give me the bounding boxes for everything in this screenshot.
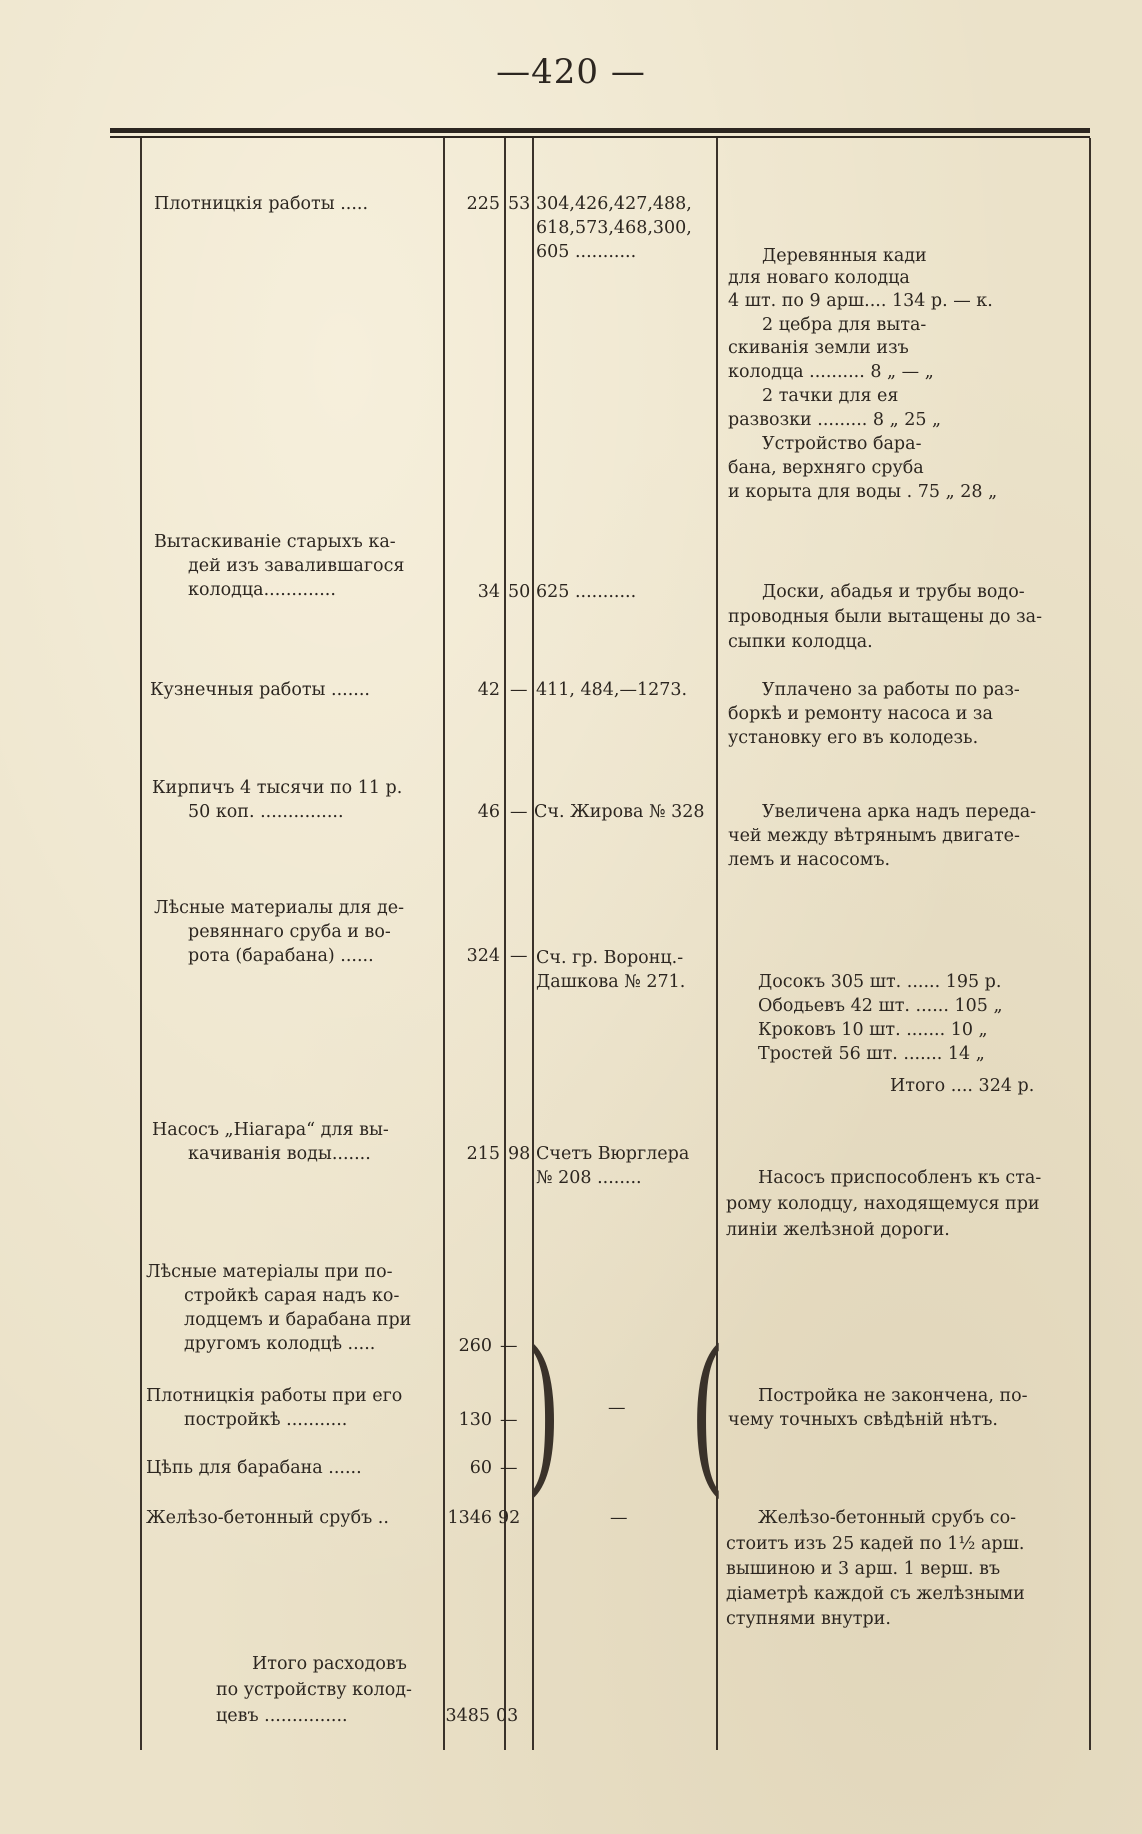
row-kopecks: — [500,1336,518,1356]
row-note: Деревянныя кади [762,246,927,266]
row-note: рому колодцу, находящемуся при [726,1194,1040,1214]
row-kopecks: — [510,802,528,822]
total-description: цевъ ............... [216,1706,348,1726]
row-rubles: 42 [477,680,500,700]
row-reference: — [608,1398,626,1418]
row-rubles: 130 [458,1410,492,1430]
row-note: Досокъ 305 шт. ...... 195 р. [758,972,1002,992]
row-note: 4 шт. по 9 арш.... 134 р. — к. [728,291,993,311]
row-description: другомъ колодцѣ ..... [184,1334,376,1354]
total-kopecks: 03 [496,1706,519,1726]
row-description: дей изъ завалившагося [188,556,405,576]
row-note: Кроковъ 10 шт. ....... 10 „ [758,1020,988,1040]
row-note: установку его въ колодезь. [728,728,979,748]
row-description: Насосъ „Ніагара“ для вы- [152,1120,389,1140]
row-note: линіи желѣзной дороги. [726,1220,950,1240]
row-kopecks: 92 [498,1508,521,1528]
row-reference: Сч. Жирова № 328 [534,802,705,822]
row-description: качиванія воды....... [188,1144,371,1164]
row-description: Кирпичъ 4 тысячи по 11 р. [152,778,403,798]
page-number: —420 — [496,52,646,92]
row-rubles: 225 [466,194,500,214]
column-divider-rub [443,138,445,1750]
row-description: Желѣзо-бетонный срубъ .. [146,1508,389,1528]
left-bracket: ) [526,1314,562,1515]
row-reference: Сч. гр. Воронц.- [536,948,684,968]
row-kopecks: — [500,1410,518,1430]
row-note: Устройство бара- [762,434,922,454]
row-description: рота (барабана) ...... [188,946,374,966]
row-note: Желѣзо-бетонный срубъ со- [758,1508,1017,1528]
row-note: Доски, абадья и трубы водо- [762,582,1025,602]
row-note-total: Итого .... 324 р. [890,1076,1035,1096]
row-kopecks: — [510,946,528,966]
row-reference: — [610,1508,628,1528]
row-description: постройкѣ ........... [184,1410,348,1430]
table-top-rule [110,128,1090,133]
row-note: Насосъ приспособленъ къ ста- [758,1168,1042,1188]
row-note: бана, верхняго сруба [728,458,924,478]
row-kopecks: — [500,1458,518,1478]
row-note: Ободьевъ 42 шт. ...... 105 „ [758,996,1003,1016]
row-reference: Счетъ Вюрглера [536,1144,690,1164]
row-description: ревяннаго сруба и во- [188,922,391,942]
row-note: Увеличена арка надъ переда- [762,802,1037,822]
row-description: Лѣсные материалы для де- [154,898,404,918]
total-description: Итого расходовъ [252,1654,407,1674]
column-divider-left [140,138,142,1750]
row-note: 2 цебра для выта- [762,315,927,335]
row-rubles: 60 [469,1458,492,1478]
row-description: Плотницкія работы ..... [154,194,369,214]
row-reference: 605 ........... [536,242,637,262]
row-rubles: 324 [466,946,500,966]
right-bracket: ( [690,1314,726,1515]
row-note: Уплачено за работы по раз- [762,680,1020,700]
row-note: ступнями внутри. [726,1609,891,1629]
row-note: стоитъ изъ 25 кадей по 1½ арш. [726,1534,1025,1554]
table-top-rule-thin [110,136,1090,138]
total-description: по устройству колод- [216,1680,412,1700]
row-rubles: 215 [466,1144,500,1164]
row-reference: 618,573,468,300, [536,218,692,238]
row-kopecks: 98 [508,1144,531,1164]
row-reference: 304,426,427,488, [536,194,692,214]
row-description: колодца............. [188,580,336,600]
row-rubles: 46 [477,802,500,822]
row-note: Тростей 56 шт. ....... 14 „ [758,1044,985,1064]
row-description: Цѣпь для барабана ...... [146,1458,362,1478]
row-rubles: 34 [477,582,500,602]
row-kopecks: 50 [508,582,531,602]
column-divider-right [1089,138,1091,1750]
row-note: колодца .......... 8 „ — „ [728,362,934,382]
row-description: лодцемъ и барабана при [184,1310,412,1330]
row-note: чему точныхъ свѣдѣній нѣтъ. [728,1410,998,1430]
row-note: развозки ......... 8 „ 25 „ [728,410,942,430]
row-note: лемъ и насосомъ. [728,850,891,870]
row-description: Вытаскиваніе старыхъ ка- [154,532,396,552]
row-note: чей между вѣтрянымъ двигате- [728,826,1020,846]
row-description: Плотницкія работы при его [146,1386,403,1406]
row-reference: № 208 ........ [536,1168,642,1188]
row-reference: 411, 484,—1273. [536,680,688,700]
row-description: стройкѣ сарая надъ ко- [184,1286,400,1306]
row-description: Кузнечныя работы ....... [150,680,370,700]
row-note: 2 тачки для ея [762,386,899,406]
row-note: діаметрѣ каждой съ желѣзными [726,1584,1025,1604]
row-note: Постройка не закончена, по- [758,1386,1028,1406]
row-description: Лѣсные матеріалы при по- [146,1262,393,1282]
row-note: сыпки колодца. [728,632,873,652]
row-note: вышиною и 3 арш. 1 верш. въ [726,1559,1001,1579]
row-description: 50 коп. ............... [188,802,344,822]
row-reference: 625 ........... [536,582,637,602]
row-note: проводныя были вытащены до за- [728,607,1043,627]
row-rubles: 1346 [447,1508,492,1528]
row-kopecks: — [510,680,528,700]
row-kopecks: 53 [508,194,531,214]
row-note: и корыта для воды . 75 „ 28 „ [728,482,998,502]
total-rubles: 3485 [445,1706,490,1726]
row-note: для новаго колодца [728,268,910,288]
row-rubles: 260 [458,1336,492,1356]
row-note: боркѣ и ремонту насоса и за [728,704,993,724]
row-note: скиванія земли изъ [728,338,909,358]
row-reference: Дашкова № 271. [536,972,686,992]
